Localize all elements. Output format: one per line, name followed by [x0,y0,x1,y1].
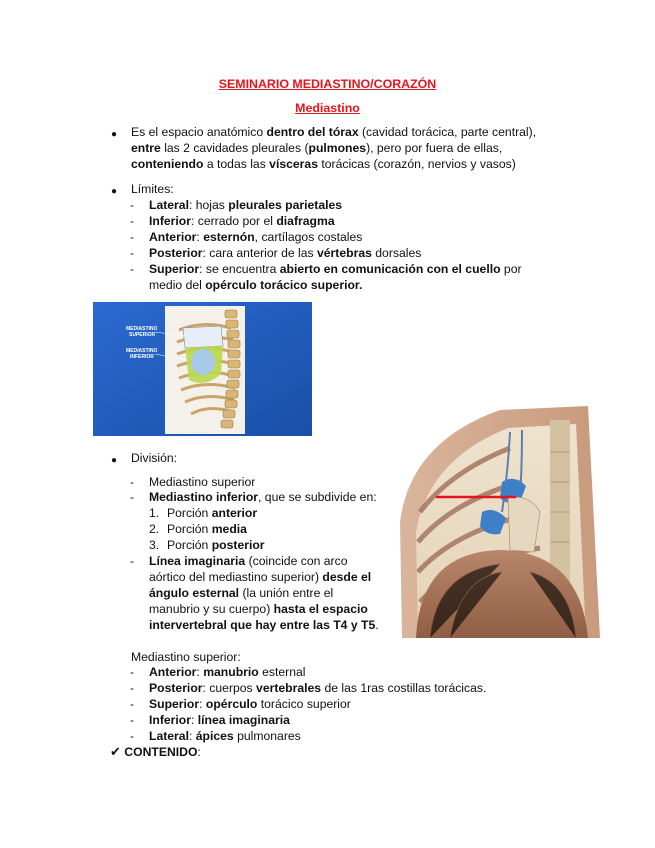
mediastino-figure [93,302,312,436]
checkmark-icon: ✔ [110,744,121,759]
label-inferior-1: MEDIASTINO [126,348,158,354]
bullet-3: ● [111,455,118,466]
intro-line-3: conteniendo a todas las vísceras torácicas (corazón, nervios y vasos) [131,157,516,171]
division-heading: División: [131,451,178,465]
division-sub-3: 3. Porción posterior [149,538,265,552]
limite-lateral: - Lateral: hojas pleurales parietales [130,198,343,212]
thorax-side-illustration [93,302,312,436]
linea-line-4: manubrio y su cuerpo) hasta el espacio [149,602,368,616]
intro-line-2: entre las 2 cavidades pleurales (pulmones), pero por fuera de ellas, [131,141,503,155]
superior-inferior: - Inferior: línea imaginaria [130,713,290,727]
superior-heading: Mediastino superior: [131,650,241,664]
limites-heading: Límites: [131,182,174,196]
superior-anterior: - Anterior: manubrio esternal [130,665,306,679]
division-sub-1: 1. Porción anterior [149,506,258,520]
linea-line-1: - Línea imaginaria (coincide con arco [130,554,348,568]
mediastinum-dissection-illustration [390,402,608,638]
label-superior-2: SUPERIOR [129,332,156,338]
section-title: Mediastino [295,101,360,115]
linea-line-3: ángulo esternal (la unión entre el [149,586,334,600]
superior-posterior: - Posterior: cuerpos vertebrales de las 1ras costillas torácicas. [130,681,487,695]
page-title: SEMINARIO MEDIASTINO/CORAZÓN [218,77,437,91]
limite-anterior: - Anterior: esternón, cartílagos costales [130,230,363,244]
label-inferior-2: INFERIOR [130,354,154,360]
dissection-figure [390,402,608,638]
superior-superior: - Superior: opérculo torácico superior [130,697,351,711]
intro-line-1: Es el espacio anatómico dentro del tórax (cavidad torácica, parte central), [131,125,537,139]
limite-superior: - Superior: se encuentra abierto en comunicación con el cuello por [130,262,522,276]
contenido-line: ✔ CONTENIDO: [110,744,201,759]
division-sub-2: 2. Porción media [149,522,247,536]
division-item-1: - Mediastino superior [130,475,256,489]
label-superior-1: MEDIASTINO [126,326,158,332]
division-item-2: - Mediastino inferior, que se subdivide en: [130,490,377,504]
linea-line-5: intervertebral que hay entre las T4 y T5. [149,618,379,632]
limite-inferior: - Inferior: cerrado por el diafragma [130,214,335,228]
bullet-2: ● [111,186,118,197]
superior-lateral: - Lateral: ápices pulmonares [130,729,301,743]
bullet-1: ● [111,129,118,140]
limite-superior-cont: medio del opérculo torácico superior. [149,278,363,292]
linea-line-2: aórtico del mediastino superior) desde el [149,570,372,584]
limite-posterior: - Posterior: cara anterior de las vértebras dorsales [130,246,422,260]
